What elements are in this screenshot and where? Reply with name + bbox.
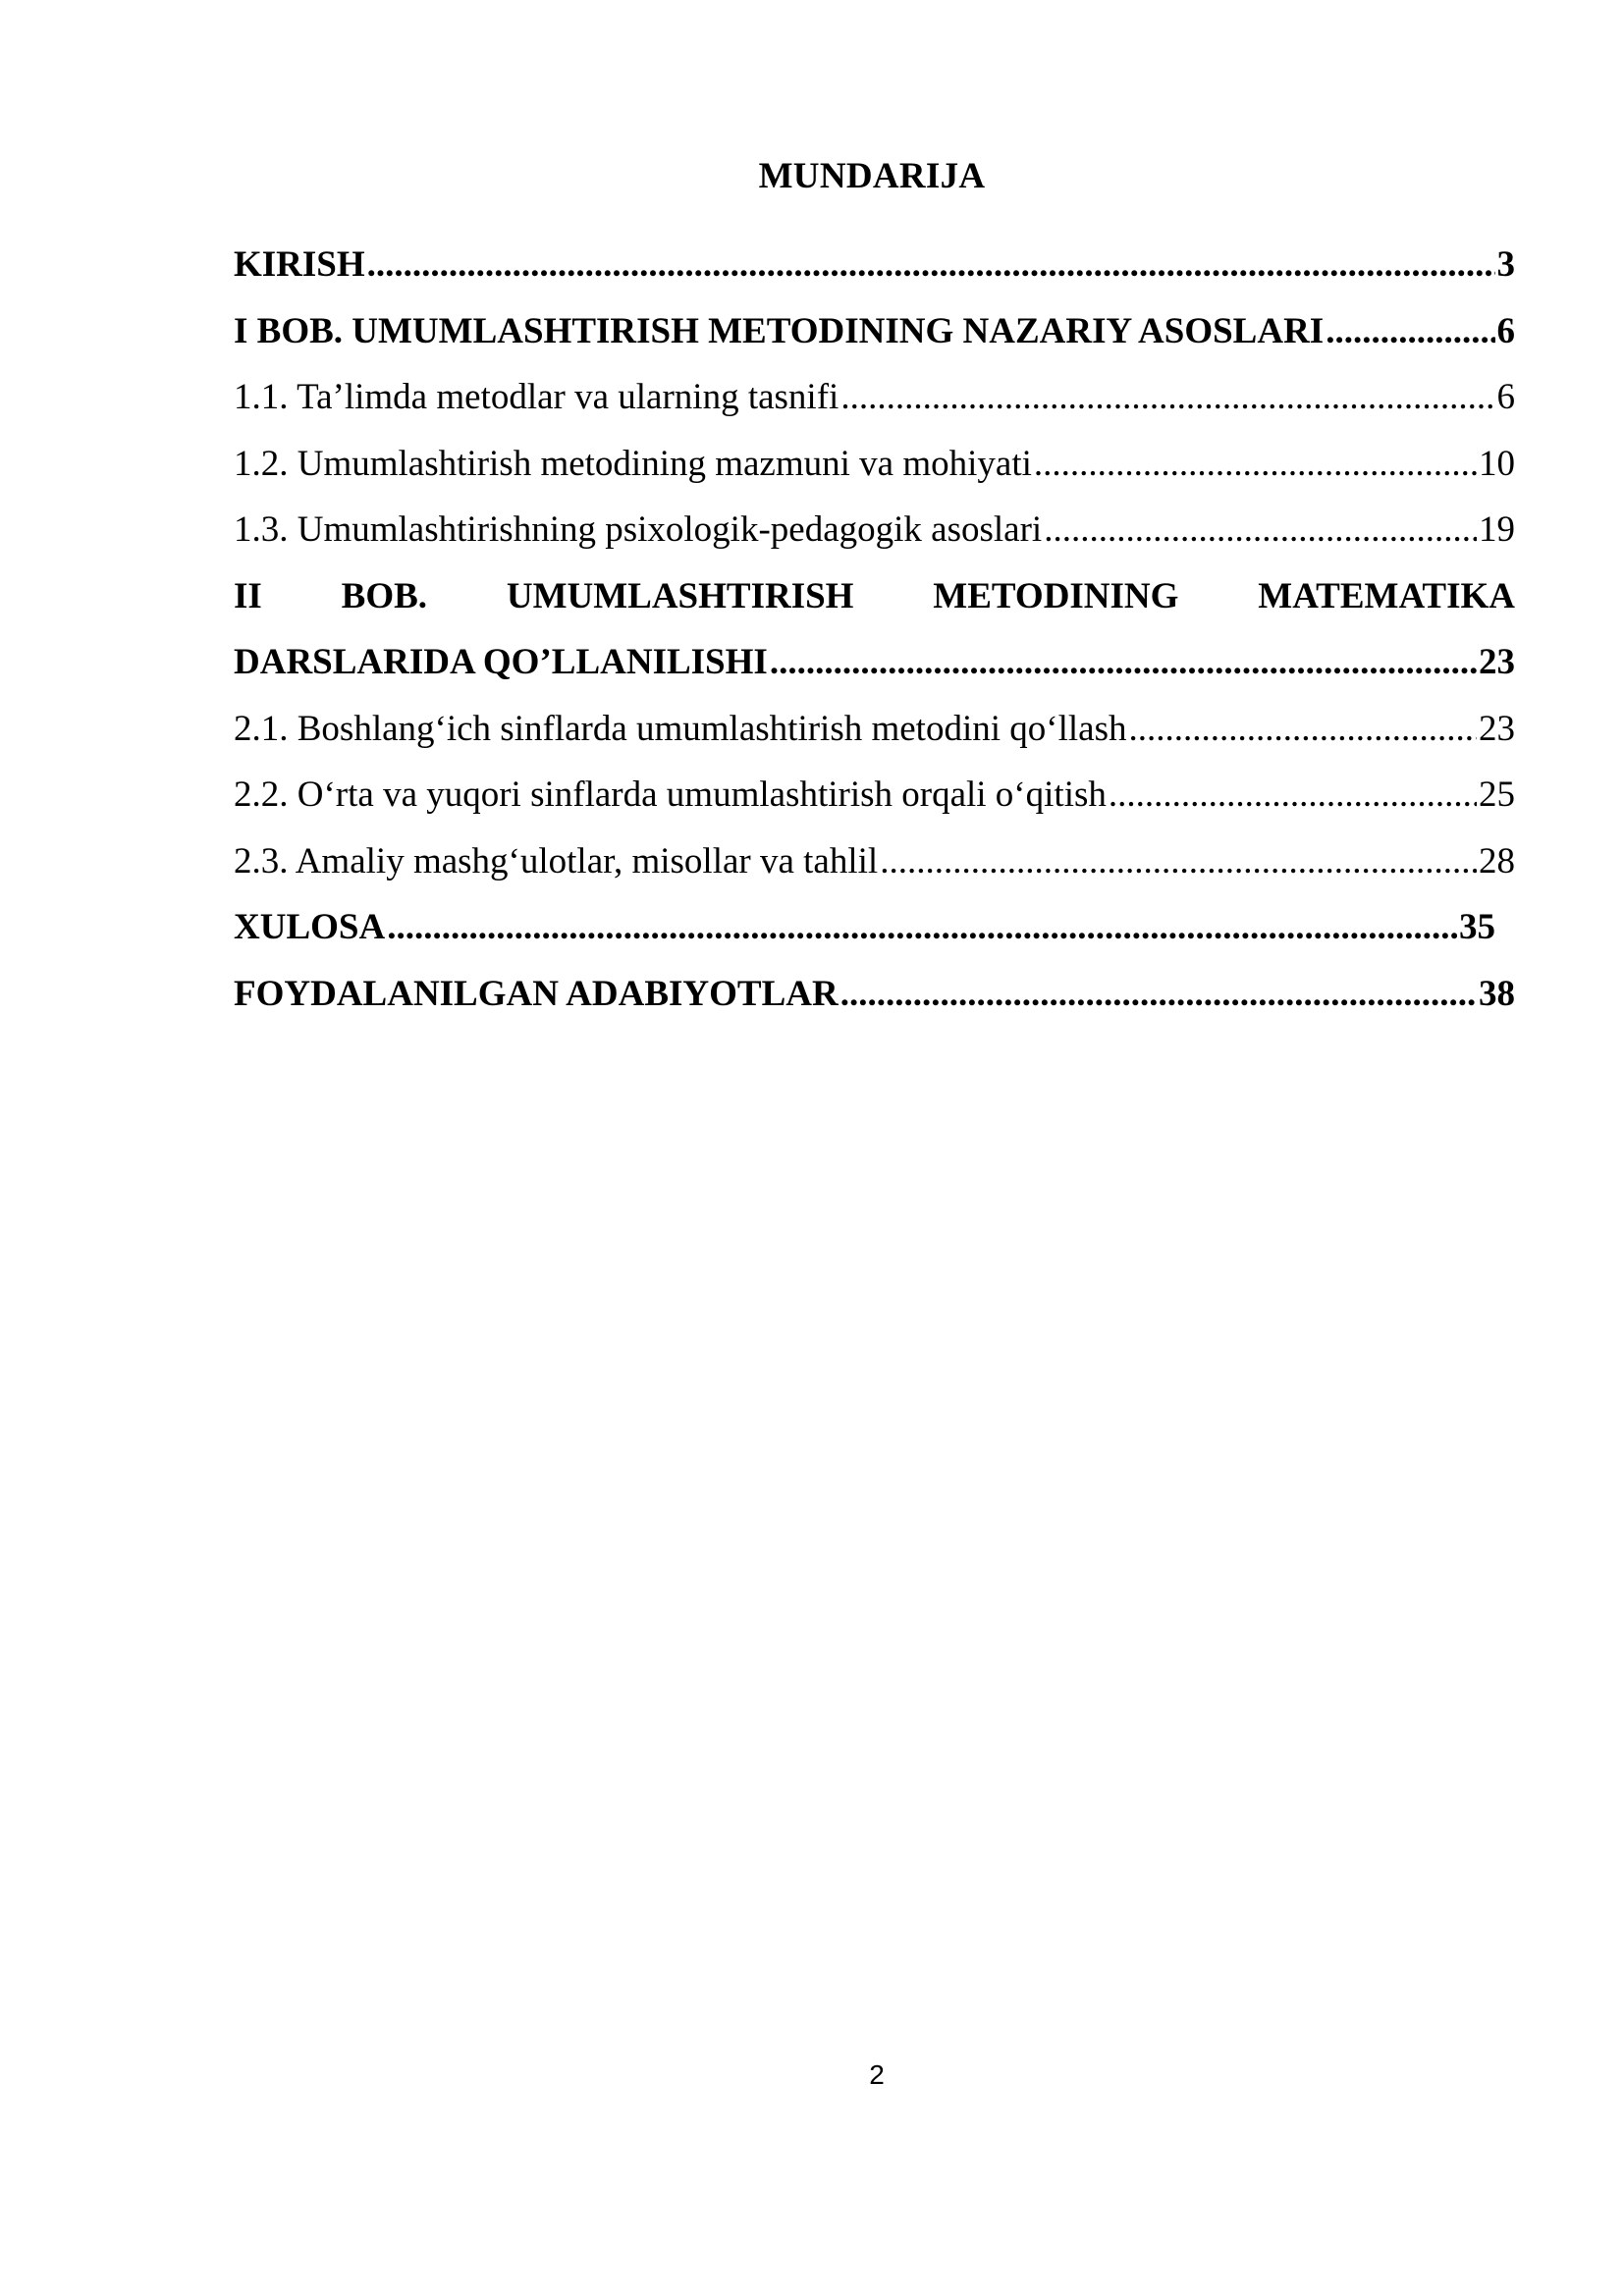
toc-entry-xulosa[interactable] (234, 904, 1515, 971)
toc-entry-page: 6 (1496, 377, 1515, 417)
toc-entry-title: FOYDALANILGAN ADABIYOTLAR (234, 973, 839, 1014)
toc-entry-chapter-2-line-2[interactable] (234, 639, 1515, 706)
toc-leader-dots (770, 639, 1477, 686)
toc-entry-page: 6 (1496, 310, 1515, 351)
toc-entry-section-1-3[interactable] (234, 507, 1515, 573)
toc-leader-dots (840, 971, 1477, 1018)
page-title: MUNDARIJA (758, 156, 986, 196)
toc-leader-dots (1109, 772, 1477, 819)
toc-entry-title-word: II (234, 575, 262, 616)
toc-entry-title-word: MATEMATIKA (1258, 575, 1515, 616)
toc-entry-title: 2.2. O‘rta va yuqori sinflarda umumlashtirish orqali o‘qitish (234, 774, 1107, 815)
toc-entry-page: 25 (1479, 774, 1515, 815)
toc-entry-title: 1.1. Ta’limda metodlar va ularning tasnifi (234, 377, 839, 417)
toc-entry-chapter-2-line-1[interactable] (234, 573, 1515, 640)
toc-leader-dots (1326, 308, 1494, 355)
toc-entry-chapter-1[interactable] (234, 308, 1515, 375)
toc-entry-page: 35 (1459, 907, 1495, 947)
toc-entry-title: 1.2. Umumlashtirish metodining mazmuni va mohiyati (234, 443, 1032, 484)
toc-entry-title: XULOSA (234, 907, 386, 947)
toc-entry-page: 28 (1479, 840, 1515, 881)
toc-entry-title: DARSLARIDA QO’LLANILISHI (234, 642, 768, 682)
toc-entry-page: 23 (1479, 708, 1515, 749)
toc-entry-section-1-1[interactable] (234, 374, 1515, 441)
toc-entry-references[interactable] (234, 971, 1515, 1038)
toc-entry-title-word: UMUMLASHTIRISH (506, 575, 854, 616)
toc-entry-section-2-2[interactable] (234, 772, 1515, 838)
toc-entry-title: KIRISH (234, 244, 365, 285)
toc-entry-section-2-3[interactable] (234, 838, 1515, 905)
toc-leader-dots (880, 838, 1477, 885)
table-of-contents (234, 241, 1515, 1037)
toc-entry-title: 2.3. Amaliy mashg‘ulotlar, misollar va tahlil (234, 840, 879, 881)
toc-leader-dots (1034, 441, 1477, 488)
toc-entry-page: 38 (1479, 973, 1515, 1014)
page-number: 2 (869, 2059, 885, 2090)
toc-leader-dots (840, 374, 1494, 421)
toc-leader-dots (1128, 706, 1477, 753)
toc-entry-title: I BOB. UMUMLASHTIRISH METODINING NAZARIY ASOSLARI (234, 310, 1325, 351)
toc-entry-page: 10 (1479, 443, 1515, 484)
toc-entry-page: 23 (1479, 642, 1515, 682)
toc-entry-kirish[interactable] (234, 241, 1515, 308)
toc-entry-section-1-2[interactable] (234, 441, 1515, 507)
toc-entry-title-word: BOB. (341, 575, 428, 616)
toc-entry-title: 2.1. Boshlang‘ich sinflarda umumlashtirish metodini qo‘llash (234, 708, 1127, 749)
toc-entry-page: 19 (1479, 509, 1515, 550)
toc-leader-dots (387, 904, 1457, 951)
toc-entry-page: 3 (1496, 244, 1515, 285)
toc-entry-title-word: METODINING (933, 575, 1179, 616)
toc-entry-section-2-1[interactable] (234, 706, 1515, 773)
toc-leader-dots (1044, 507, 1477, 554)
toc-entry-title: 1.3. Umumlashtirishning psixologik-pedagogik asoslari (234, 509, 1043, 550)
toc-leader-dots (367, 241, 1495, 289)
